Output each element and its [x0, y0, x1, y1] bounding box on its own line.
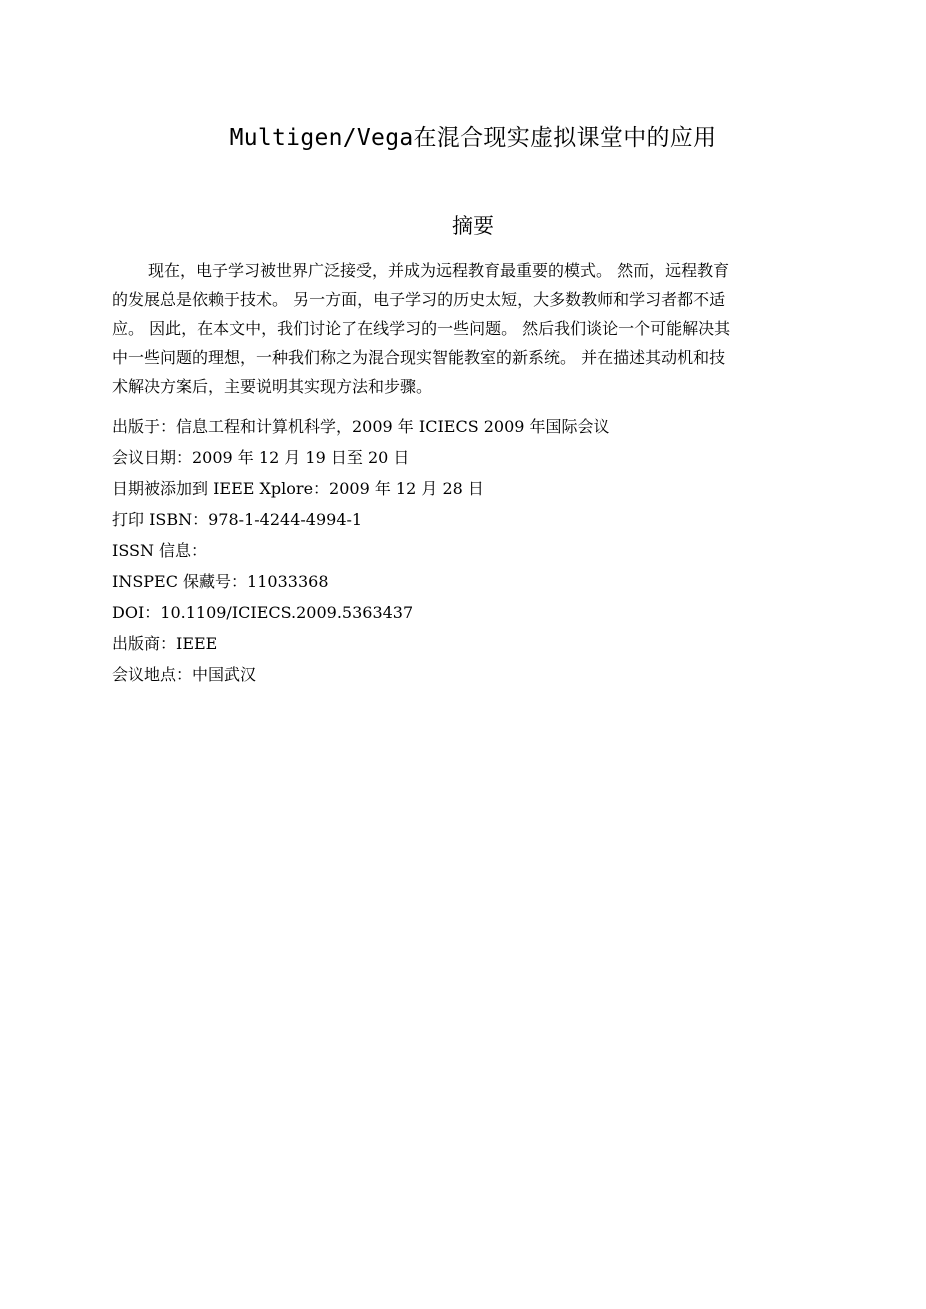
abstract-line: 现在，电子学习被世界广泛接受，并成为远程教育最重要的模式。 然而，远程教育	[148, 261, 730, 280]
metadata-conference-date: 会议日期：2009 年 12 月 19 日至 20 日	[112, 448, 410, 467]
metadata-doi: DOI：10.1109/ICIECS.2009.5363437	[112, 603, 414, 622]
publication-metadata	[112, 411, 832, 690]
abstract-line: 应。 因此，在本文中，我们讨论了在线学习的一些问题。 然后我们谈论一个可能解决其	[112, 319, 731, 338]
metadata-published-in: 出版于：信息工程和计算机科学，2009 年 ICIECS 2009 年国际会议	[112, 417, 610, 436]
abstract-line: 的发展总是依赖于技术。 另一方面，电子学习的历史太短，大多数教师和学习者都不适	[112, 290, 726, 309]
metadata-inspec: INSPEC 保藏号：11033368	[112, 572, 329, 591]
abstract-heading: 摘要	[452, 214, 494, 238]
document-title: Multigen/Vega在混合现实虚拟课堂中的应用	[229, 125, 717, 151]
abstract-line: 中一些问题的理想，一种我们称之为混合现实智能教室的新系统。 并在描述其动机和技	[112, 348, 726, 367]
metadata-date-added: 日期被添加到 IEEE Xplore：2009 年 12 月 28 日	[112, 479, 484, 498]
abstract-line: 术解决方案后，主要说明其实现方法和步骤。	[112, 377, 433, 396]
metadata-issn: ISSN 信息：	[112, 541, 208, 560]
abstract-body	[112, 256, 832, 401]
metadata-conference-location: 会议地点：中国武汉	[112, 665, 257, 684]
metadata-publisher: 出版商：IEEE	[112, 634, 218, 653]
metadata-print-isbn: 打印 ISBN：978-1-4244-4994-1	[112, 510, 363, 529]
